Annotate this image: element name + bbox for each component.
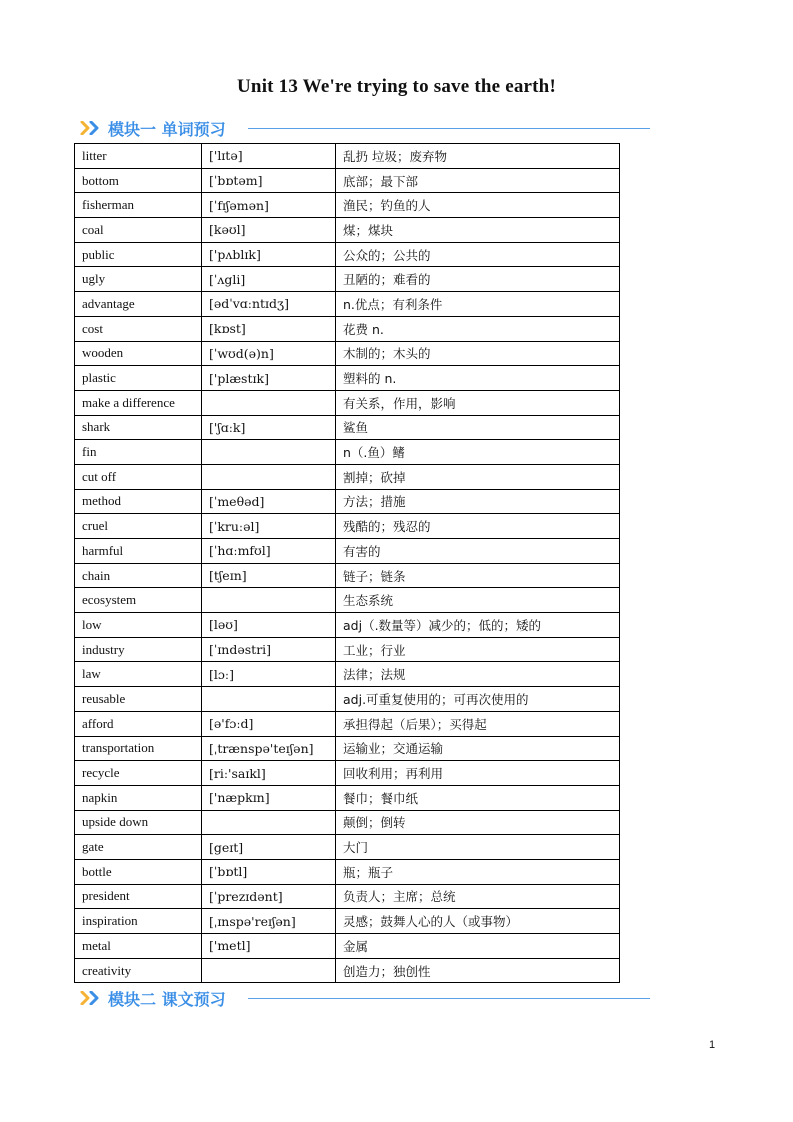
word-cell: afford: [75, 711, 202, 736]
meaning-cell: 底部；最下部: [336, 168, 620, 193]
phonetic-cell: [ˌtrænspə'teɪʃən]: [202, 736, 336, 761]
meaning-cell: 渔民；钓鱼的人: [336, 193, 620, 218]
table-row: [75, 785, 620, 810]
word-cell: upside down: [75, 810, 202, 835]
meaning-cell: 回收利用；再利用: [336, 761, 620, 786]
phonetic-cell: [ˈprezɪdənt]: [202, 884, 336, 909]
page-number: 1: [709, 1039, 716, 1051]
section-divider: [248, 998, 650, 999]
word-cell: industry: [75, 637, 202, 662]
meaning-cell: adj.可重复使用的；可再次使用的: [336, 687, 620, 712]
table-row: [75, 366, 620, 391]
meaning-cell: 木制的；木头的: [336, 341, 620, 366]
word-cell: method: [75, 489, 202, 514]
table-row: [75, 514, 620, 539]
phonetic-cell: [riː'saɪkl]: [202, 761, 336, 786]
meaning-cell: 方法；措施: [336, 489, 620, 514]
word-cell: shark: [75, 415, 202, 440]
meaning-cell: 花费 n.: [336, 316, 620, 341]
table-row: [75, 736, 620, 761]
section-divider: [248, 128, 650, 129]
phonetic-cell: [ˈwʊd(ə)n]: [202, 341, 336, 366]
word-cell: public: [75, 242, 202, 267]
table-row: [75, 440, 620, 465]
table-row: [75, 144, 620, 169]
phonetic-cell: ['lɪtə]: [202, 144, 336, 169]
meaning-cell: 公众的；公共的: [336, 242, 620, 267]
page-title: Unit 13 We're trying to save the earth!: [237, 76, 556, 97]
phonetic-cell: [kəʊl]: [202, 218, 336, 243]
word-cell: low: [75, 613, 202, 638]
table-row: [75, 267, 620, 292]
section-header-text-preview: [80, 987, 226, 1009]
table-row: [75, 316, 620, 341]
phonetic-cell: ['ʃɑːk]: [202, 415, 336, 440]
table-row: [75, 711, 620, 736]
meaning-cell: 餐巾；餐巾纸: [336, 785, 620, 810]
phonetic-cell: [ə'fɔːd]: [202, 711, 336, 736]
phonetic-cell: [202, 464, 336, 489]
word-cell: metal: [75, 934, 202, 959]
word-cell: law: [75, 662, 202, 687]
phonetic-cell: [202, 440, 336, 465]
word-cell: reusable: [75, 687, 202, 712]
phonetic-cell: [kɒst]: [202, 316, 336, 341]
word-cell: wooden: [75, 341, 202, 366]
table-row: [75, 662, 620, 687]
phonetic-cell: ['metl]: [202, 934, 336, 959]
table-row: [75, 464, 620, 489]
table-row: [75, 637, 620, 662]
phonetic-cell: [ˈkruːəl]: [202, 514, 336, 539]
table-row: [75, 909, 620, 934]
meaning-cell: 鲨鱼: [336, 415, 620, 440]
word-cell: ugly: [75, 267, 202, 292]
phonetic-cell: ['pʌblɪk]: [202, 242, 336, 267]
meaning-cell: 金属: [336, 934, 620, 959]
section-header-vocabulary: [80, 117, 226, 139]
meaning-cell: 有关系，作用，影响: [336, 390, 620, 415]
meaning-cell: 有害的: [336, 539, 620, 564]
phonetic-cell: [ˈʌgli]: [202, 267, 336, 292]
table-row: [75, 415, 620, 440]
phonetic-cell: [202, 958, 336, 983]
meaning-cell: 灵感；鼓舞人心的人（或事物）: [336, 909, 620, 934]
section-title-text-preview: 模块二 课文预习: [108, 989, 226, 1009]
phonetic-cell: [ˌɪnspə'reɪʃən]: [202, 909, 336, 934]
meaning-cell: 塑料的 n.: [336, 366, 620, 391]
word-cell: make a difference: [75, 390, 202, 415]
meaning-cell: 割掉；砍掉: [336, 464, 620, 489]
meaning-cell: 颠倒；倒转: [336, 810, 620, 835]
table-row: [75, 168, 620, 193]
meaning-cell: n.优点；有利条件: [336, 292, 620, 317]
phonetic-cell: [geɪt]: [202, 835, 336, 860]
table-row: [75, 292, 620, 317]
table-row: [75, 588, 620, 613]
word-cell: fin: [75, 440, 202, 465]
phonetic-cell: [ˈbɒtl]: [202, 859, 336, 884]
word-cell: coal: [75, 218, 202, 243]
phonetic-cell: [202, 810, 336, 835]
meaning-cell: 乱扔 垃圾；废弃物: [336, 144, 620, 169]
word-cell: bottom: [75, 168, 202, 193]
word-cell: gate: [75, 835, 202, 860]
phonetic-cell: [202, 687, 336, 712]
phonetic-cell: [lɔː]: [202, 662, 336, 687]
word-cell: creativity: [75, 958, 202, 983]
phonetic-cell: [ˈfɪʃəmən]: [202, 193, 336, 218]
phonetic-cell: [202, 390, 336, 415]
table-row: [75, 687, 620, 712]
meaning-cell: 丑陋的；难看的: [336, 267, 620, 292]
phonetic-cell: [ləʊ]: [202, 613, 336, 638]
table-row: [75, 884, 620, 909]
word-cell: cut off: [75, 464, 202, 489]
table-row: [75, 539, 620, 564]
word-cell: cost: [75, 316, 202, 341]
table-row: [75, 341, 620, 366]
meaning-cell: 法律；法规: [336, 662, 620, 687]
phonetic-cell: [ˈbɒtəm]: [202, 168, 336, 193]
table-row: [75, 218, 620, 243]
table-row: [75, 934, 620, 959]
meaning-cell: adj（.数量等）减少的；低的；矮的: [336, 613, 620, 638]
word-cell: inspiration: [75, 909, 202, 934]
phonetic-cell: [ˈɪndəstri]: [202, 637, 336, 662]
table-row: [75, 242, 620, 267]
word-cell: ecosystem: [75, 588, 202, 613]
table-row: [75, 563, 620, 588]
meaning-cell: 链子；链条: [336, 563, 620, 588]
meaning-cell: 工业；行业: [336, 637, 620, 662]
table-row: [75, 958, 620, 983]
word-cell: recycle: [75, 761, 202, 786]
table-row: [75, 613, 620, 638]
meaning-cell: 承担得起（后果）；买得起: [336, 711, 620, 736]
meaning-cell: 煤；煤块: [336, 218, 620, 243]
phonetic-cell: ['plæstɪk]: [202, 366, 336, 391]
meaning-cell: 创造力；独创性: [336, 958, 620, 983]
phonetic-cell: [202, 588, 336, 613]
meaning-cell: 运输业；交通运输: [336, 736, 620, 761]
meaning-cell: 残酷的；残忍的: [336, 514, 620, 539]
word-cell: fisherman: [75, 193, 202, 218]
table-row: [75, 390, 620, 415]
meaning-cell: n（.鱼）鳍: [336, 440, 620, 465]
double-chevron-icon: [80, 121, 104, 135]
table-row: [75, 489, 620, 514]
word-cell: litter: [75, 144, 202, 169]
word-cell: bottle: [75, 859, 202, 884]
meaning-cell: 大门: [336, 835, 620, 860]
section-title-vocabulary: 模块一 单词预习: [108, 119, 226, 139]
word-cell: chain: [75, 563, 202, 588]
table-row: [75, 761, 620, 786]
phonetic-cell: [ˈmeθəd]: [202, 489, 336, 514]
phonetic-cell: [ˈhɑːmfʊl]: [202, 539, 336, 564]
meaning-cell: 生态系统: [336, 588, 620, 613]
phonetic-cell: [ədˈvɑːntɪdʒ]: [202, 292, 336, 317]
phonetic-cell: [tʃeɪn]: [202, 563, 336, 588]
word-cell: president: [75, 884, 202, 909]
word-cell: plastic: [75, 366, 202, 391]
word-cell: transportation: [75, 736, 202, 761]
word-cell: napkin: [75, 785, 202, 810]
meaning-cell: 瓶；瓶子: [336, 859, 620, 884]
table-row: [75, 193, 620, 218]
meaning-cell: 负责人；主席；总统: [336, 884, 620, 909]
word-cell: advantage: [75, 292, 202, 317]
word-cell: cruel: [75, 514, 202, 539]
vocabulary-table: [74, 143, 620, 983]
double-chevron-icon: [80, 991, 104, 1005]
word-cell: harmful: [75, 539, 202, 564]
phonetic-cell: ['næpkɪn]: [202, 785, 336, 810]
table-row: [75, 859, 620, 884]
table-row: [75, 810, 620, 835]
table-row: [75, 835, 620, 860]
